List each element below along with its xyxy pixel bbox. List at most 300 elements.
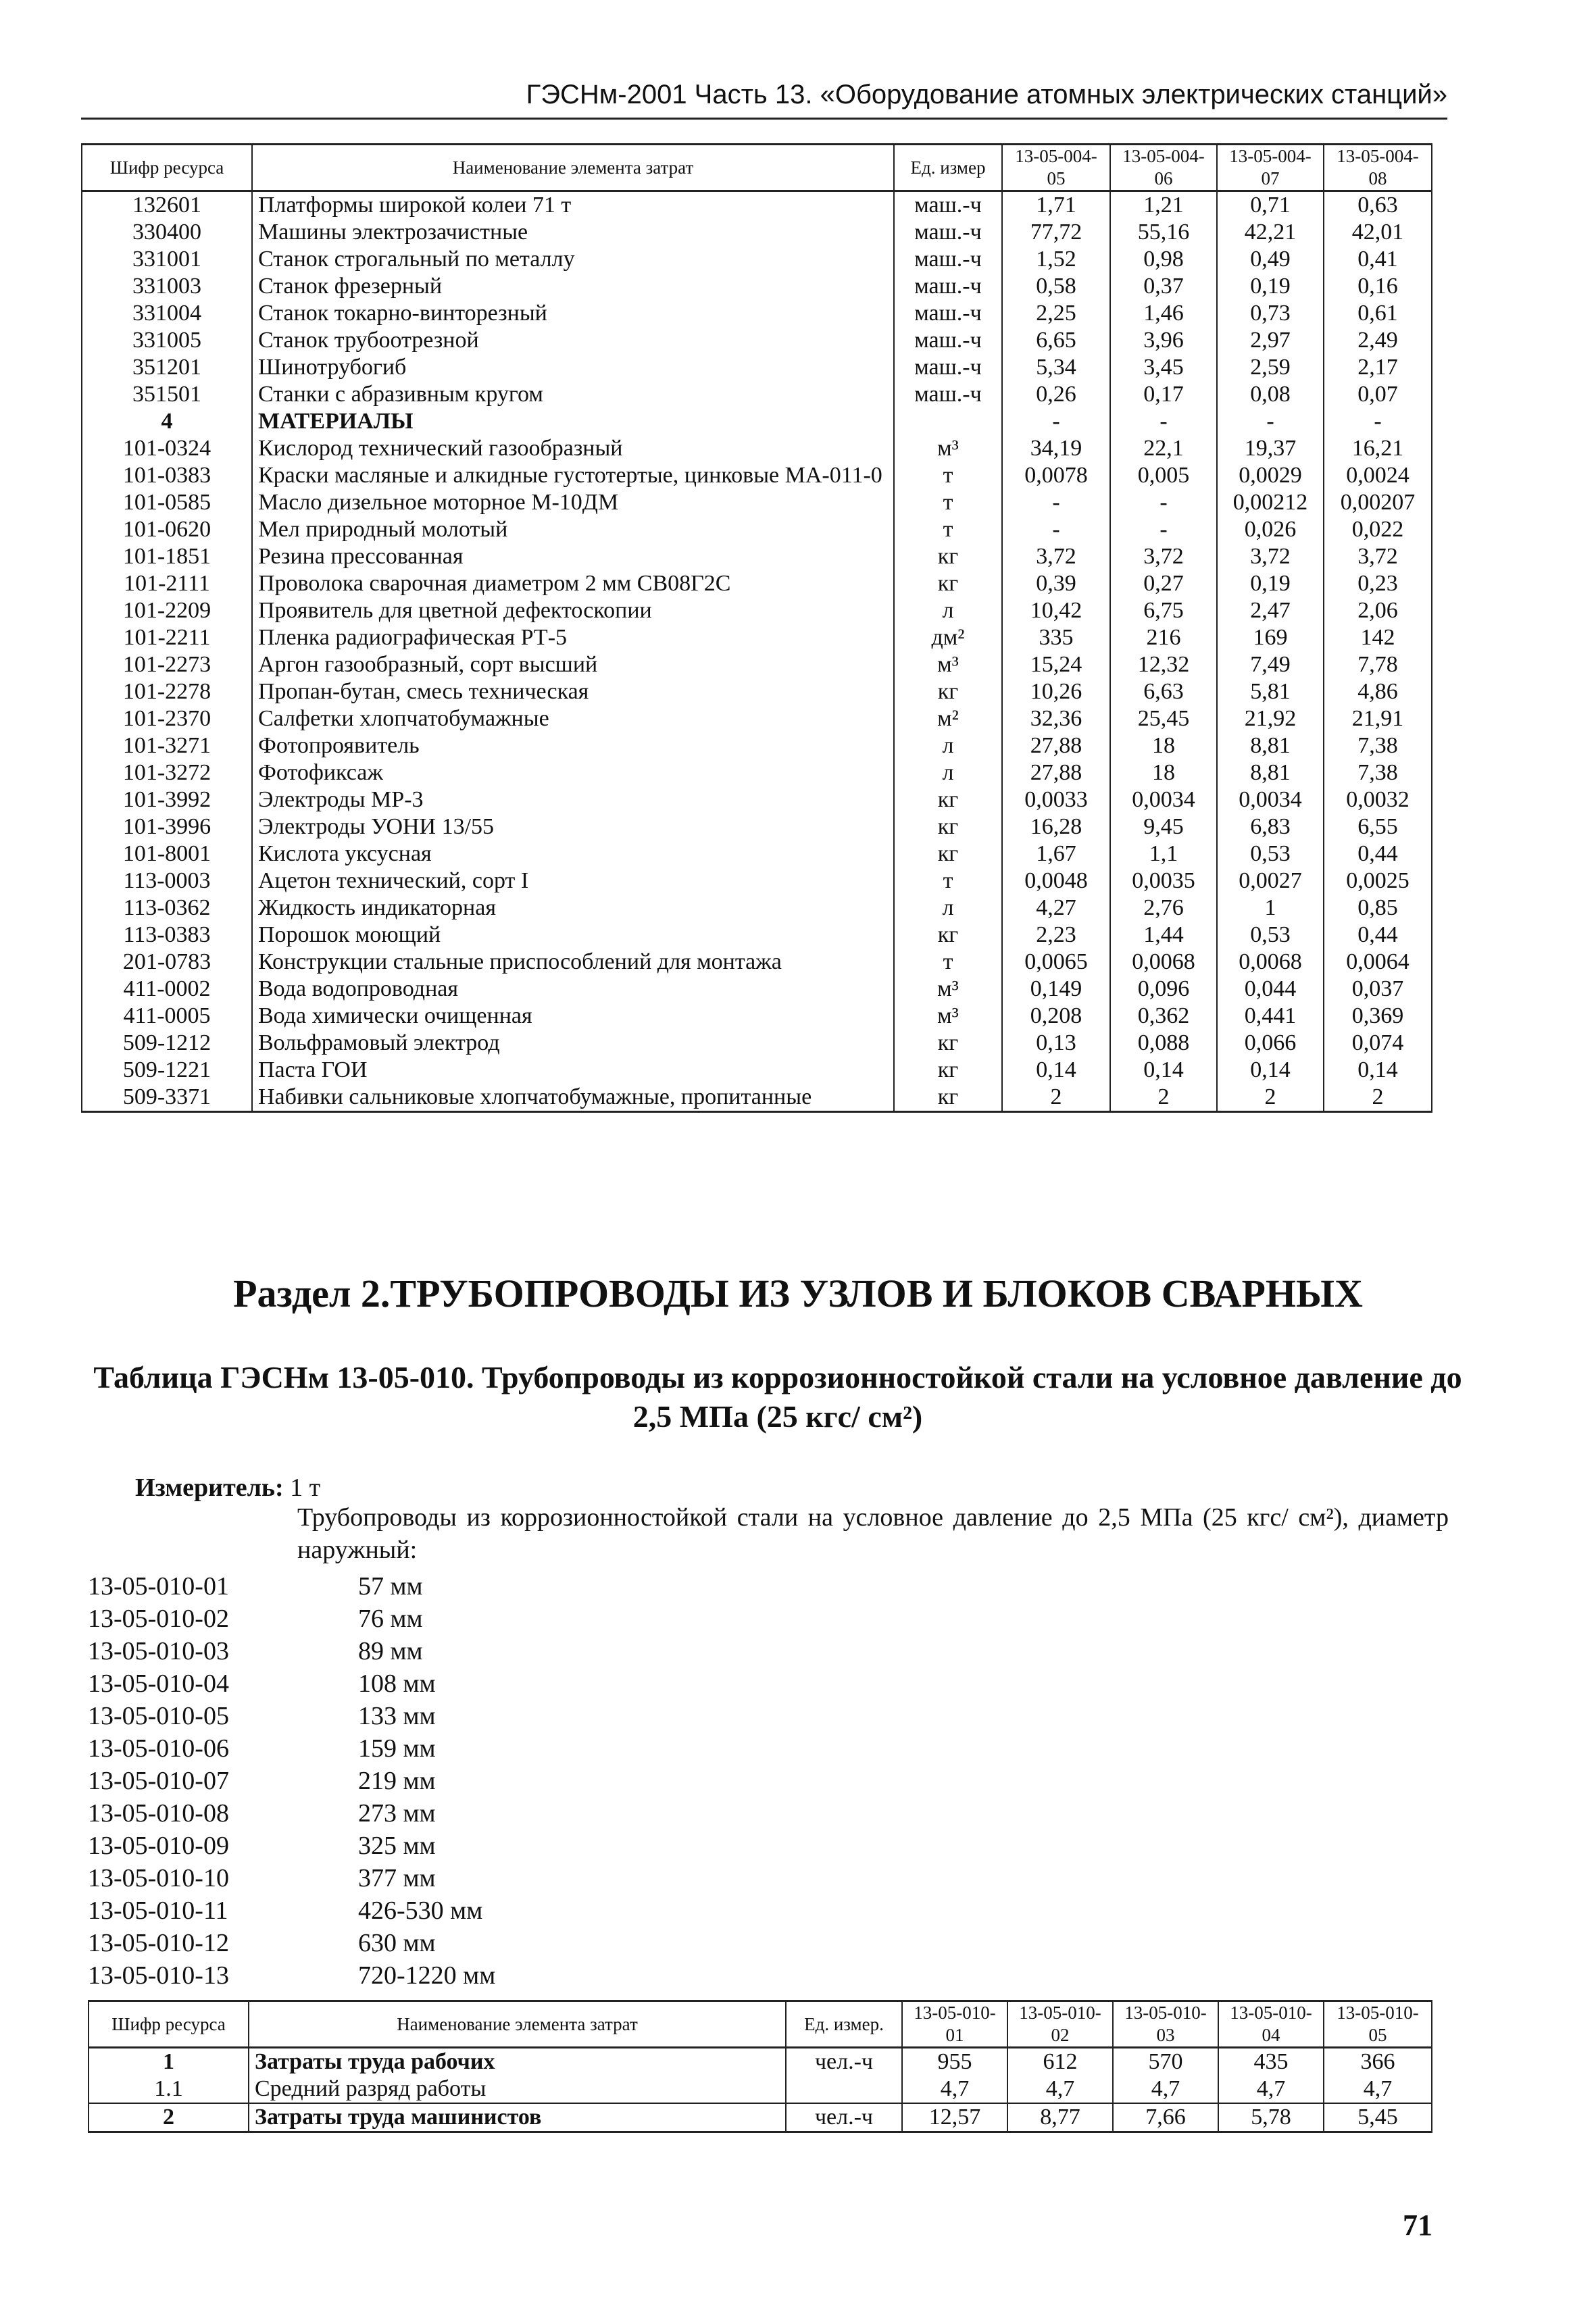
value-cell: 0,088: [1110, 1030, 1217, 1057]
value-cell: 2: [1324, 1084, 1432, 1112]
unit-cell: м³: [894, 435, 1002, 462]
value-cell: -: [1002, 489, 1110, 516]
value-cell: 0,044: [1217, 976, 1324, 1003]
item-code: 13-05-010-02: [88, 1605, 229, 1633]
item-code: 13-05-010-09: [88, 1832, 229, 1860]
table-row: [82, 327, 1432, 354]
value-cell: 6,63: [1110, 678, 1217, 705]
value-cell: 2,49: [1324, 327, 1432, 354]
value-cell: 0,61: [1324, 300, 1432, 327]
value-cell: 0,208: [1002, 1003, 1110, 1030]
unit-cell: кг: [894, 543, 1002, 570]
item-diameter: 426-530 мм: [358, 1896, 483, 1925]
resource-name-cell: Пленка радиографическая РТ-5: [252, 624, 894, 651]
resource-code-cell: 101-2273: [82, 651, 252, 678]
item-diameter: 219 мм: [358, 1767, 436, 1795]
value-cell: 0,14: [1217, 1057, 1324, 1084]
resource-name-cell: Резина прессованная: [252, 543, 894, 570]
value-cell: -: [1110, 489, 1217, 516]
value-cell: 0,19: [1217, 570, 1324, 597]
unit-cell: м³: [894, 651, 1002, 678]
value-cell: 0,0034: [1110, 786, 1217, 813]
running-header-text: ГЭСНм-2001 Часть 13. «Оборудование атомных электрических станций»: [526, 80, 1447, 109]
value-cell: 4,7: [1007, 2076, 1113, 2103]
header-cell: 13-05-010-03: [1113, 2001, 1218, 2048]
value-cell: 1,44: [1110, 922, 1217, 949]
table-row: [82, 705, 1432, 732]
header-cell: Шифр ресурса: [82, 145, 252, 191]
value-cell: 0,44: [1324, 840, 1432, 867]
resource-code-cell: 1: [89, 2048, 249, 2076]
unit-cell: т: [894, 462, 1002, 489]
value-cell: 0,0029: [1217, 462, 1324, 489]
value-cell: 21,91: [1324, 705, 1432, 732]
value-cell: 0,0024: [1324, 462, 1432, 489]
value-cell: 16,28: [1002, 813, 1110, 840]
item-diameter: 108 мм: [358, 1669, 436, 1698]
resource-code-cell: 101-0585: [82, 489, 252, 516]
resource-name-cell: Вода химически очищенная: [252, 1003, 894, 1030]
value-cell: 0,022: [1324, 516, 1432, 543]
value-cell: 3,72: [1110, 543, 1217, 570]
value-cell: 0,074: [1324, 1030, 1432, 1057]
value-cell: 21,92: [1217, 705, 1324, 732]
table-row: [82, 678, 1432, 705]
resource-table-2: [88, 2000, 1432, 2133]
table-row: [82, 354, 1432, 381]
value-cell: 0,44: [1324, 922, 1432, 949]
resource-code-cell: 101-1851: [82, 543, 252, 570]
resource-name-cell: Машины электрозачистные: [252, 219, 894, 246]
resource-code-cell: 331005: [82, 327, 252, 354]
header-cell: Ед. измер.: [786, 2001, 902, 2048]
unit-cell: маш.-ч: [894, 191, 1002, 220]
value-cell: 0,23: [1324, 570, 1432, 597]
unit-cell: дм²: [894, 624, 1002, 651]
resource-name-cell: Шинотрубогиб: [252, 354, 894, 381]
resource-code-cell: 101-0620: [82, 516, 252, 543]
resource-code-cell: 509-3371: [82, 1084, 252, 1112]
header-cell: 13-05-010-01: [902, 2001, 1007, 2048]
header-cell: 13-05-010-02: [1007, 2001, 1113, 2048]
value-cell: 12,57: [902, 2103, 1007, 2132]
value-cell: 142: [1324, 624, 1432, 651]
header-cell: 13-05-010-04: [1218, 2001, 1324, 2048]
value-cell: 10,42: [1002, 597, 1110, 624]
unit-cell: кг: [894, 678, 1002, 705]
value-cell: 19,37: [1217, 435, 1324, 462]
item-code: 13-05-010-04: [88, 1669, 229, 1698]
unit-cell: л: [894, 597, 1002, 624]
table-row: [82, 1030, 1432, 1057]
value-cell: 0,0048: [1002, 867, 1110, 895]
value-cell: 0,17: [1110, 381, 1217, 408]
value-cell: 7,66: [1113, 2103, 1218, 2132]
value-cell: 3,72: [1002, 543, 1110, 570]
item-code: 13-05-010-11: [88, 1896, 228, 1925]
value-cell: 6,75: [1110, 597, 1217, 624]
value-cell: 9,45: [1110, 813, 1217, 840]
resource-code-cell: 2: [89, 2103, 249, 2132]
table-row: [82, 732, 1432, 759]
value-cell: 0,066: [1217, 1030, 1324, 1057]
unit-cell: м³: [894, 976, 1002, 1003]
unit-cell: [786, 2076, 902, 2103]
item-diameter: 89 мм: [358, 1637, 423, 1665]
unit-cell: маш.-ч: [894, 219, 1002, 246]
item-diameter: 133 мм: [358, 1702, 436, 1730]
value-cell: 42,01: [1324, 219, 1432, 246]
value-cell: 0,369: [1324, 1003, 1432, 1030]
resource-code-cell: 331004: [82, 300, 252, 327]
table-header-row: [82, 145, 1432, 191]
value-cell: 0,037: [1324, 976, 1432, 1003]
resource-name-cell: Мел природный молотый: [252, 516, 894, 543]
value-cell: 0,0068: [1217, 949, 1324, 976]
value-cell: 1,1: [1110, 840, 1217, 867]
value-cell: 0,0034: [1217, 786, 1324, 813]
meter-value: 1 т: [290, 1474, 321, 1502]
resource-name-cell: Проявитель для цветной дефектоскопии: [252, 597, 894, 624]
resource-name-cell: Станок трубоотрезной: [252, 327, 894, 354]
value-cell: 0,53: [1217, 840, 1324, 867]
table-row: [82, 651, 1432, 678]
table-row: [82, 786, 1432, 813]
section-title: Раздел 2.ТРУБОПРОВОДЫ ИЗ УЗЛОВ И БЛОКОВ СВАРНЫХ: [233, 1272, 1363, 1315]
value-cell: 8,81: [1217, 732, 1324, 759]
unit-cell: т: [894, 867, 1002, 895]
table-row: [82, 624, 1432, 651]
value-cell: 10,26: [1002, 678, 1110, 705]
item-code: 13-05-010-01: [88, 1572, 229, 1601]
unit-cell: л: [894, 732, 1002, 759]
resource-name-cell: Краски масляные и алкидные густотертые, цинковые МА-011-0: [252, 462, 894, 489]
running-header: [81, 74, 1447, 120]
table-row: [82, 462, 1432, 489]
value-cell: 2,23: [1002, 922, 1110, 949]
resource-code-cell: 132601: [82, 191, 252, 220]
resource-code-cell: 101-3996: [82, 813, 252, 840]
resource-code-cell: 201-0783: [82, 949, 252, 976]
resource-name-cell: Масло дизельное моторное М-10ДМ: [252, 489, 894, 516]
value-cell: 32,36: [1002, 705, 1110, 732]
table-row: [82, 597, 1432, 624]
resource-code-cell: 509-1221: [82, 1057, 252, 1084]
value-cell: 0,0065: [1002, 949, 1110, 976]
value-cell: 0,14: [1110, 1057, 1217, 1084]
value-cell: 0,41: [1324, 246, 1432, 273]
table-row: [89, 2048, 1432, 2076]
item-diameter: 720-1220 мм: [358, 1961, 496, 1990]
value-cell: 0,13: [1002, 1030, 1110, 1057]
value-cell: 16,21: [1324, 435, 1432, 462]
resource-name-cell: Фотопроявитель: [252, 732, 894, 759]
resource-code-cell: 101-2278: [82, 678, 252, 705]
value-cell: 25,45: [1110, 705, 1217, 732]
unit-cell: кг: [894, 570, 1002, 597]
unit-cell: маш.-ч: [894, 327, 1002, 354]
header-cell: 13-05-004-07: [1217, 145, 1324, 191]
value-cell: 3,72: [1324, 543, 1432, 570]
value-cell: 55,16: [1110, 219, 1217, 246]
resource-name-cell: Электроды УОНИ 13/55: [252, 813, 894, 840]
resource-code-cell: 101-2370: [82, 705, 252, 732]
value-cell: 2,76: [1110, 895, 1217, 922]
header-cell: Наименование элемента затрат: [252, 145, 894, 191]
value-cell: 0,0027: [1217, 867, 1324, 895]
resource-name-cell: Кислород технический газообразный: [252, 435, 894, 462]
table-row: [82, 516, 1432, 543]
value-cell: 4,7: [1324, 2076, 1432, 2103]
value-cell: 15,24: [1002, 651, 1110, 678]
value-cell: 2,25: [1002, 300, 1110, 327]
value-cell: 0,53: [1217, 922, 1324, 949]
resource-code-cell: 101-0383: [82, 462, 252, 489]
value-cell: 0,0035: [1110, 867, 1217, 895]
resource-name-cell: Затраты труда машинистов: [249, 2103, 786, 2132]
resource-code-cell: 1.1: [89, 2076, 249, 2103]
unit-cell: чел.-ч: [786, 2103, 902, 2132]
value-cell: 0,00212: [1217, 489, 1324, 516]
value-cell: 27,88: [1002, 732, 1110, 759]
value-cell: 0,58: [1002, 273, 1110, 300]
table-row: [82, 1003, 1432, 1030]
value-cell: 0,85: [1324, 895, 1432, 922]
header-cell: Шифр ресурса: [89, 2001, 249, 2048]
value-cell: 169: [1217, 624, 1324, 651]
value-cell: 2,97: [1217, 327, 1324, 354]
value-cell: -: [1002, 516, 1110, 543]
resource-name-cell: Затраты труда рабочих: [249, 2048, 786, 2076]
unit-cell: т: [894, 949, 1002, 976]
value-cell: 6,55: [1324, 813, 1432, 840]
resource-name-cell: Набивки сальниковые хлопчатобумажные, пропитанные: [252, 1084, 894, 1112]
resource-name-cell: Станки с абразивным кругом: [252, 381, 894, 408]
resource-name-cell: Порошок моющий: [252, 922, 894, 949]
resource-table-1-body: [82, 191, 1432, 1112]
value-cell: 1,46: [1110, 300, 1217, 327]
table-row: [82, 381, 1432, 408]
resource-code-cell: 101-0324: [82, 435, 252, 462]
value-cell: 2,06: [1324, 597, 1432, 624]
value-cell: 0,14: [1002, 1057, 1110, 1084]
value-cell: 5,81: [1217, 678, 1324, 705]
resource-code-cell: 509-1212: [82, 1030, 252, 1057]
item-code: 13-05-010-13: [88, 1961, 229, 1990]
value-cell: 0,98: [1110, 246, 1217, 273]
item-code: 13-05-010-06: [88, 1734, 229, 1763]
value-cell: 0,63: [1324, 191, 1432, 220]
unit-cell: кг: [894, 840, 1002, 867]
resource-code-cell: 330400: [82, 219, 252, 246]
resource-code-cell: 101-8001: [82, 840, 252, 867]
unit-cell: л: [894, 759, 1002, 786]
resource-code-cell: 101-3992: [82, 786, 252, 813]
item-diameter: 273 мм: [358, 1799, 436, 1828]
value-cell: 5,34: [1002, 354, 1110, 381]
unit-cell: т: [894, 489, 1002, 516]
value-cell: 2,47: [1217, 597, 1324, 624]
value-cell: 0,14: [1324, 1057, 1432, 1084]
value-cell: -: [1110, 408, 1217, 435]
value-cell: 4,27: [1002, 895, 1110, 922]
item-code: 13-05-010-07: [88, 1767, 229, 1795]
value-cell: 1,21: [1110, 191, 1217, 220]
table-row: [82, 246, 1432, 273]
table-row: [82, 867, 1432, 895]
item-diameter: 325 мм: [358, 1832, 436, 1860]
value-cell: 216: [1110, 624, 1217, 651]
table-row: [82, 1084, 1432, 1112]
value-cell: 435: [1218, 2048, 1324, 2076]
resource-table-1: [81, 143, 1432, 1113]
unit-cell: маш.-ч: [894, 273, 1002, 300]
value-cell: 0,71: [1217, 191, 1324, 220]
table-row: [82, 300, 1432, 327]
value-cell: 42,21: [1217, 219, 1324, 246]
value-cell: 5,78: [1218, 2103, 1324, 2132]
resource-name-cell: Станок строгальный по металлу: [252, 246, 894, 273]
value-cell: 1,67: [1002, 840, 1110, 867]
resource-name-cell: Пропан-бутан, смесь техническая: [252, 678, 894, 705]
value-cell: 6,83: [1217, 813, 1324, 840]
value-cell: 2,17: [1324, 354, 1432, 381]
resource-code-cell: 101-3272: [82, 759, 252, 786]
resource-name-cell: Станок токарно-винторезный: [252, 300, 894, 327]
value-cell: 0,0025: [1324, 867, 1432, 895]
resource-code-cell: 101-2111: [82, 570, 252, 597]
resource-code-cell: 4: [82, 408, 252, 435]
value-cell: 3,45: [1110, 354, 1217, 381]
resource-name-cell: Проволока сварочная диаметром 2 мм СВ08Г2С: [252, 570, 894, 597]
resource-name-cell: Вода водопроводная: [252, 976, 894, 1003]
value-cell: 0,026: [1217, 516, 1324, 543]
unit-cell: [894, 408, 1002, 435]
unit-cell: л: [894, 895, 1002, 922]
resource-name-cell: Конструкции стальные приспособлений для монтажа: [252, 949, 894, 976]
value-cell: 0,096: [1110, 976, 1217, 1003]
table-row: [82, 570, 1432, 597]
table-description: Трубопроводы из коррозионностойкой стали на условное давление до 2,5 МПа (25 кгс/ см²), диаметр наружный:: [297, 1503, 1449, 1564]
table-row: [82, 976, 1432, 1003]
resource-name-cell: Салфетки хлопчатобумажные: [252, 705, 894, 732]
value-cell: 335: [1002, 624, 1110, 651]
resource-name-cell: Электроды МР-3: [252, 786, 894, 813]
value-cell: 4,7: [1218, 2076, 1324, 2103]
unit-cell: т: [894, 516, 1002, 543]
resource-code-cell: 411-0002: [82, 976, 252, 1003]
unit-cell: маш.-ч: [894, 354, 1002, 381]
unit-cell: кг: [894, 786, 1002, 813]
resource-name-cell: Аргон газообразный, сорт высший: [252, 651, 894, 678]
resource-table-2-body: [89, 2048, 1432, 2132]
table-row: [82, 219, 1432, 246]
table-row: [82, 435, 1432, 462]
header-cell: Наименование элемента затрат: [249, 2001, 786, 2048]
item-code: 13-05-010-03: [88, 1637, 229, 1665]
header-cell: Ед. измер: [894, 145, 1002, 191]
item-code: 13-05-010-10: [88, 1864, 229, 1892]
value-cell: 27,88: [1002, 759, 1110, 786]
value-cell: 1,71: [1002, 191, 1110, 220]
item-diameter: 76 мм: [358, 1605, 423, 1633]
item-diameter: 377 мм: [358, 1864, 436, 1892]
value-cell: 3,96: [1110, 327, 1217, 354]
value-cell: 2,59: [1217, 354, 1324, 381]
value-cell: 34,19: [1002, 435, 1110, 462]
value-cell: 0,0068: [1110, 949, 1217, 976]
header-cell: 13-05-010-05: [1324, 2001, 1432, 2048]
resource-code-cell: 113-0383: [82, 922, 252, 949]
value-cell: 8,77: [1007, 2103, 1113, 2132]
table-row: [82, 813, 1432, 840]
value-cell: 7,49: [1217, 651, 1324, 678]
value-cell: 0,26: [1002, 381, 1110, 408]
unit-cell: маш.-ч: [894, 381, 1002, 408]
resource-name-cell: Кислота уксусная: [252, 840, 894, 867]
resource-code-cell: 101-2211: [82, 624, 252, 651]
meter-label: Измеритель:: [135, 1474, 284, 1502]
resource-code-cell: 331003: [82, 273, 252, 300]
value-cell: 4,86: [1324, 678, 1432, 705]
value-cell: 0,441: [1217, 1003, 1324, 1030]
value-cell: 0,19: [1217, 273, 1324, 300]
resource-name-cell: МАТЕРИАЛЫ: [252, 408, 894, 435]
value-cell: 1,52: [1002, 246, 1110, 273]
value-cell: -: [1217, 408, 1324, 435]
resource-name-cell: Ацетон технический, сорт I: [252, 867, 894, 895]
resource-name-cell: Средний разряд работы: [249, 2076, 786, 2103]
header-cell: 13-05-004-06: [1110, 145, 1217, 191]
value-cell: 570: [1113, 2048, 1218, 2076]
value-cell: 0,39: [1002, 570, 1110, 597]
header-cell: 13-05-004-08: [1324, 145, 1432, 191]
value-cell: -: [1110, 516, 1217, 543]
item-code: 13-05-010-12: [88, 1929, 229, 1957]
resource-code-cell: 113-0003: [82, 867, 252, 895]
unit-cell: кг: [894, 1084, 1002, 1112]
table-row: [89, 2103, 1432, 2132]
meter-line: [135, 1472, 320, 1504]
value-cell: 4,7: [902, 2076, 1007, 2103]
header-cell: 13-05-004-05: [1002, 145, 1110, 191]
value-cell: 77,72: [1002, 219, 1110, 246]
resource-code-cell: 351201: [82, 354, 252, 381]
item-code: 13-05-010-08: [88, 1799, 229, 1828]
value-cell: 0,0032: [1324, 786, 1432, 813]
value-cell: 0,005: [1110, 462, 1217, 489]
table-row: [82, 273, 1432, 300]
table-row: [82, 922, 1432, 949]
table-row: [82, 489, 1432, 516]
unit-cell: кг: [894, 813, 1002, 840]
value-cell: 955: [902, 2048, 1007, 2076]
unit-cell: чел.-ч: [786, 2048, 902, 2076]
item-code: 13-05-010-05: [88, 1702, 229, 1730]
unit-cell: кг: [894, 1030, 1002, 1057]
resource-code-cell: 411-0005: [82, 1003, 252, 1030]
value-cell: 0,37: [1110, 273, 1217, 300]
value-cell: 0,73: [1217, 300, 1324, 327]
value-cell: 7,38: [1324, 759, 1432, 786]
resource-name-cell: Платформы широкой колеи 71 т: [252, 191, 894, 220]
table-row: [89, 2076, 1432, 2103]
table-row: [82, 408, 1432, 435]
resource-code-cell: 101-2209: [82, 597, 252, 624]
value-cell: 366: [1324, 2048, 1432, 2076]
resource-name-cell: Фотофиксаж: [252, 759, 894, 786]
value-cell: 0,08: [1217, 381, 1324, 408]
